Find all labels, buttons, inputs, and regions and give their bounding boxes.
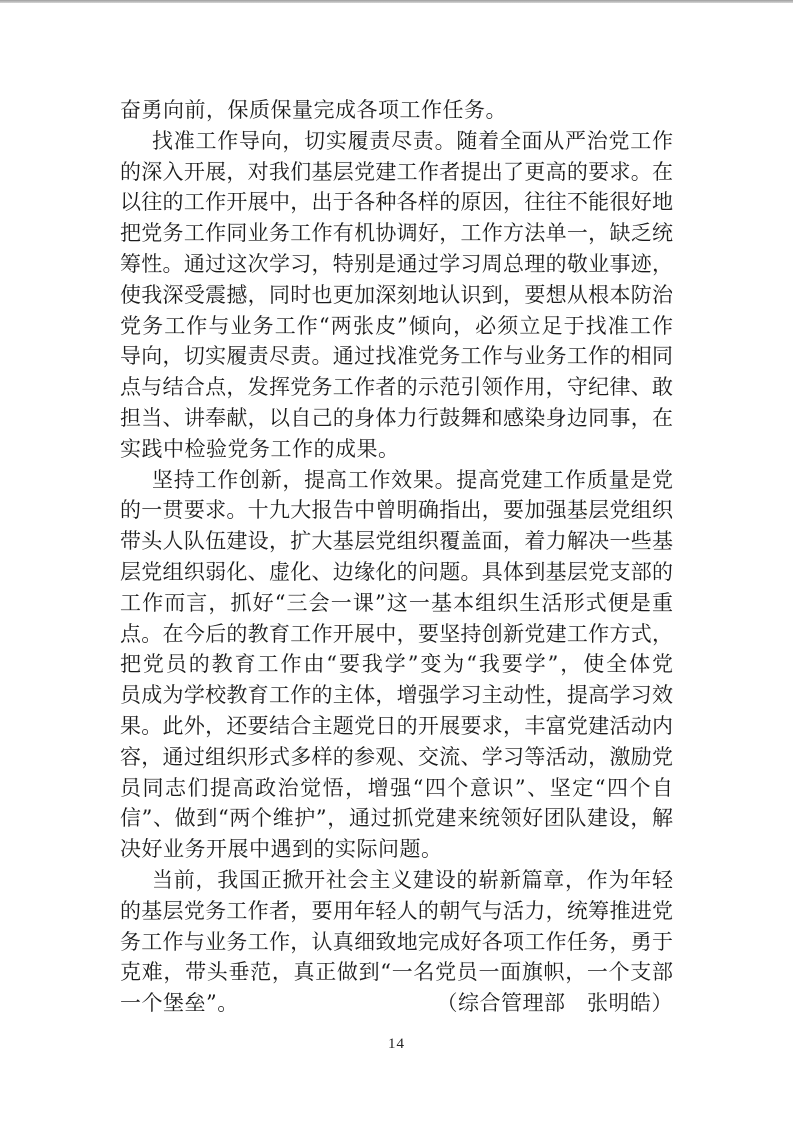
page-number: 14 <box>388 1036 405 1052</box>
text-line: 工作而言，抓好“三会一课”这一基本组织生活形式便是重 <box>120 590 673 615</box>
text-line: 的深入开展，对我们基层党建工作者提出了更高的要求。在 <box>120 159 673 184</box>
text-line: 党务工作与业务工作“两张皮”倾向，必须立足于找准工作 <box>120 313 673 338</box>
text-line: 信”、做到“两个维护”，通过抓党建来统领好团队建设，解 <box>120 806 673 831</box>
text-line: 容，通过组织形式多样的参观、交流、学习等活动，激励党 <box>120 744 673 769</box>
text-line: 筹性。通过这次学习，特别是通过学习周总理的敬业事迹， <box>120 251 673 276</box>
text-line: 点。在今后的教育工作开展中，要坚持创新党建工作方式， <box>120 621 673 646</box>
text-line: 找准工作导向，切实履责尽责。随着全面从严治党工作 <box>152 128 673 153</box>
text-line: 的基层党务工作者，要用年轻人的朝气与活力，统筹推进党 <box>120 898 673 923</box>
text-line: 员成为学校教育工作的主体，增强学习主动性，提高学习效 <box>120 683 673 708</box>
paragraph-end-text: 一个堡垒”。 <box>120 991 239 1016</box>
scan-top-edge <box>0 0 793 3</box>
text-line: 果。此外，还要结合主题党日的开展要求，丰富党建活动内 <box>120 713 673 738</box>
text-line <box>120 988 673 1019</box>
text-line: 克难，带头垂范，真正做到“一名党员一面旗帜，一个支部 <box>120 960 673 985</box>
text-line: 担当、讲奉献，以自己的身体力行鼓舞和感染身边同事，在 <box>120 405 673 430</box>
text-line: 实践中检验党务工作的成果。 <box>120 436 400 461</box>
text-line: 奋勇向前，保质保量完成各项工作任务。 <box>120 98 507 122</box>
text-line: 以往的工作开展中，出于各种各样的原因，往往不能很好地 <box>120 190 673 215</box>
text-line: 层党组织弱化、虚化、边缘化的问题。具体到基层党支部的 <box>120 559 673 584</box>
text-line: 务工作与业务工作，认真细致地完成好各项工作任务，勇于 <box>120 929 673 954</box>
document-body <box>120 95 673 1019</box>
text-line: 把党员的教育工作由“要我学”变为“我要学”，使全体党 <box>120 652 673 677</box>
text-line: 使我深受震撼，同时也更加深刻地认识到，要想从根本防治 <box>120 282 673 307</box>
text-line: 坚持工作创新，提高工作效果。提高党建工作质量是党 <box>152 467 673 492</box>
text-line: 员同志们提高政治觉悟，增强“四个意识”、坚定“四个自 <box>120 775 673 800</box>
text-line: 把党务工作同业务工作有机协调好，工作方法单一，缺乏统 <box>120 221 673 246</box>
text-line: 点与结合点，发挥党务工作者的示范引领作用，守纪律、敢 <box>120 375 673 400</box>
text-line: 决好业务开展中遇到的实际问题。 <box>120 837 443 862</box>
text-line: 带头人队伍建设，扩大基层党组织覆盖面，着力解决一些基 <box>120 529 673 554</box>
signature-text: （综合管理部 张明皓） <box>436 991 673 1016</box>
text-line: 导向，切实履责尽责。通过找准党务工作与业务工作的相同 <box>120 344 673 369</box>
text-line: 的一贯要求。十九大报告中曾明确指出，要加强基层党组织 <box>120 498 673 523</box>
text-line: 当前，我国正掀开社会主义建设的崭新篇章，作为年轻 <box>152 867 673 892</box>
